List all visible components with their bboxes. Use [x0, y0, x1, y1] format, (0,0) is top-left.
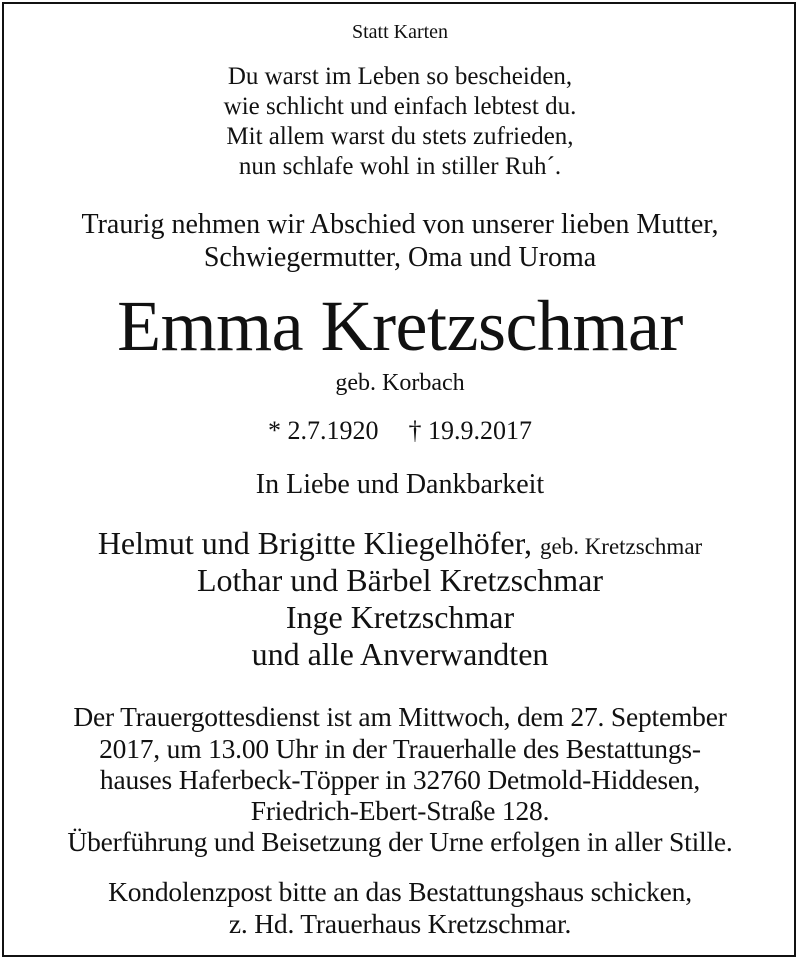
service-line: hauses Haferbeck-Töpper in 32760 Detmold-Hiddesen,: [99, 764, 701, 795]
mourner-line: Inge Kretzschmar: [285, 599, 515, 635]
header-text: Statt Karten: [351, 21, 449, 43]
intro-line: Traurig nehmen wir Abschied von unserer lieben Mutter,: [81, 209, 719, 240]
maiden-name: geb. Korbach: [335, 370, 465, 396]
service-line: Überführung und Beisetzung der Urne erfolgen in aller Stille.: [67, 826, 733, 857]
poem-line: nun schlafe wohl in stiller Ruh´.: [238, 153, 562, 180]
service-line: Friedrich-Ebert-Straße 128.: [250, 795, 550, 826]
poem-line: wie schlicht und einfach lebtest du.: [223, 93, 577, 120]
death-date: † 19.9.2017: [408, 416, 532, 445]
mourner-note: geb. Kretzschmar: [539, 534, 703, 559]
condolence-line: z. Hd. Trauerhaus Kretzschmar.: [228, 908, 572, 939]
mourner-name: Helmut und Brigitte Kliegelhöfer,: [97, 525, 532, 561]
service-line: Der Trauergottesdienst ist am Mittwoch, dem 27. September: [73, 701, 727, 732]
poem-line: Du warst im Leben so bescheiden,: [227, 63, 573, 90]
intro-line: Schwiegermutter, Oma und Uroma: [203, 242, 597, 273]
poem-line: Mit allem warst du stets zufrieden,: [226, 123, 574, 150]
life-dates: [0, 418, 800, 444]
dedication-text: In Liebe und Dankbarkeit: [255, 469, 545, 500]
birth-date: * 2.7.1920: [268, 416, 379, 445]
mourner-line: Lothar und Bärbel Kretzschmar: [196, 562, 604, 598]
condolence-line: Kondolenzpost bitte an das Bestattungshaus schicken,: [108, 876, 692, 907]
service-line: 2017, um 13.00 Uhr in der Trauerhalle des Bestattungs-: [99, 733, 701, 764]
mourner-line: [0, 527, 800, 559]
mourner-line: und alle Anverwandten: [251, 636, 549, 672]
deceased-name: Emma Kretzschmar: [117, 286, 683, 366]
